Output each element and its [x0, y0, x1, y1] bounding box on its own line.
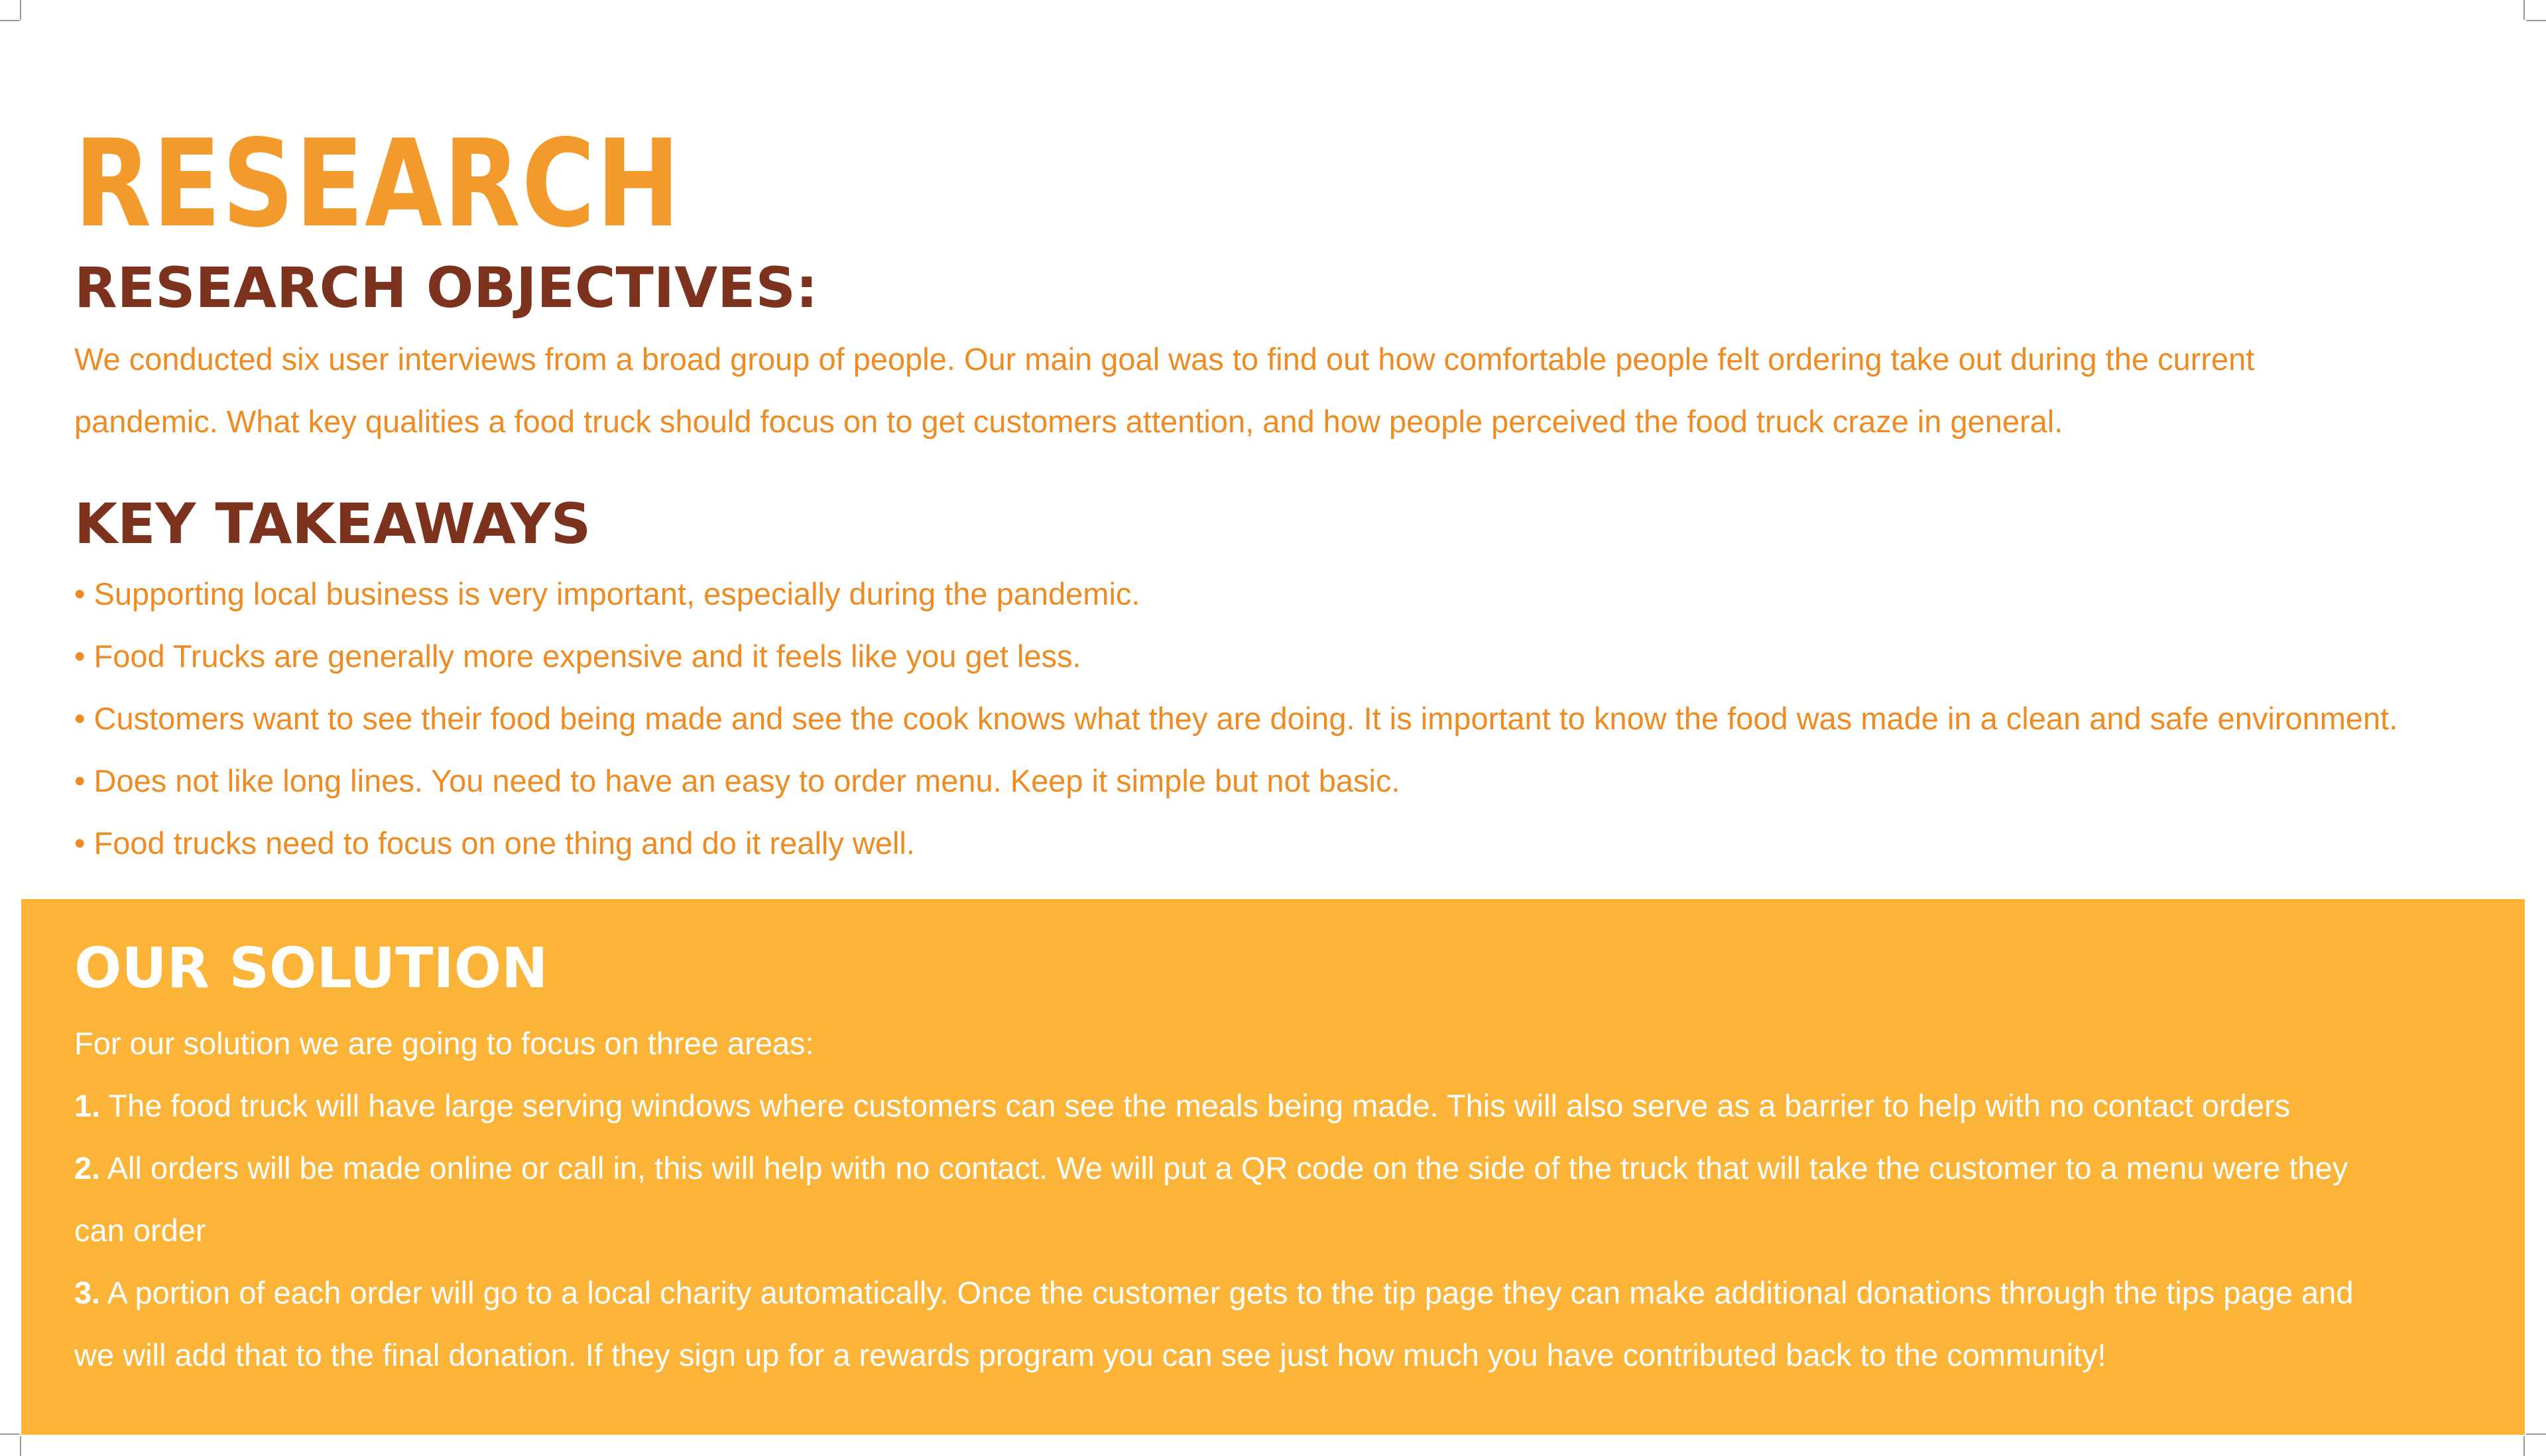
solution-point	[74, 1152, 2348, 1183]
solution-point-text: A portion of each order will go to a local charity automatically. Once the customer gets to the tip page they can make additional donations through the tips page and	[107, 1275, 2354, 1310]
crop-mark-top-left-horizontal	[0, 20, 20, 21]
crop-mark-bottom-right-vertical	[2523, 1436, 2525, 1456]
solution-point-number: 3.	[74, 1275, 101, 1310]
solution-point-text: The food truck will have large serving windows where customers can see the meals being made. This will also serve as a barrier to help with no contact orders	[108, 1088, 2291, 1123]
key-takeaways-heading: KEY TAKEAWAYS	[74, 491, 591, 556]
objectives-line: pandemic. What key qualities a food truck should focus on to get customers attention, and how people perceived the food truck craze in general.	[74, 404, 2063, 439]
crop-mark-top-right-horizontal	[2526, 20, 2546, 21]
our-solution-heading: OUR SOLUTION	[74, 936, 548, 1001]
solution-point-number: 1.	[74, 1088, 101, 1123]
crop-mark-bottom-left-horizontal	[0, 1433, 20, 1435]
crop-mark-bottom-right-horizontal	[2526, 1433, 2546, 1435]
takeaway-item: • Food Trucks are generally more expensive and it feels like you get less.	[74, 638, 1081, 674]
solution-point-continuation: we will add that to the final donation. If they sign up for a rewards program you can see just how much you have contributed back to the community!	[74, 1337, 2106, 1372]
takeaway-item: • Does not like long lines. You need to have an easy to order menu. Keep it simple but not basic.	[74, 763, 1400, 798]
takeaway-item: • Food trucks need to focus on one thing and do it really well.	[74, 825, 915, 861]
page-title: RESEARCH	[74, 113, 682, 254]
solution-point	[74, 1277, 2353, 1308]
solution-intro: For our solution we are going to focus on three areas:	[74, 1026, 814, 1061]
crop-mark-top-right-vertical	[2523, 0, 2525, 20]
objectives-line: We conducted six user interviews from a broad group of people. Our main goal was to find out how comfortable people felt ordering take out during the current	[74, 341, 2255, 377]
research-objectives-heading: RESEARCH OBJECTIVES:	[74, 255, 818, 320]
takeaway-item: • Customers want to see their food being made and see the cook knows what they are doing. It is important to know the food was made in a clean and safe environment.	[74, 701, 2398, 736]
solution-point-continuation: can order	[74, 1213, 206, 1248]
crop-mark-top-left-vertical	[20, 0, 21, 20]
solution-point-number: 2.	[74, 1150, 101, 1185]
takeaway-item: • Supporting local business is very important, especially during the pandemic.	[74, 576, 1140, 611]
solution-point-text: All orders will be made online or call in, this will help with no contact. We will put a QR code on the side of the truck that will take the customer to a menu were they	[107, 1150, 2348, 1185]
our-solution-panel	[21, 899, 2525, 1435]
solution-point	[74, 1090, 2290, 1121]
crop-mark-bottom-left-vertical	[20, 1436, 21, 1456]
